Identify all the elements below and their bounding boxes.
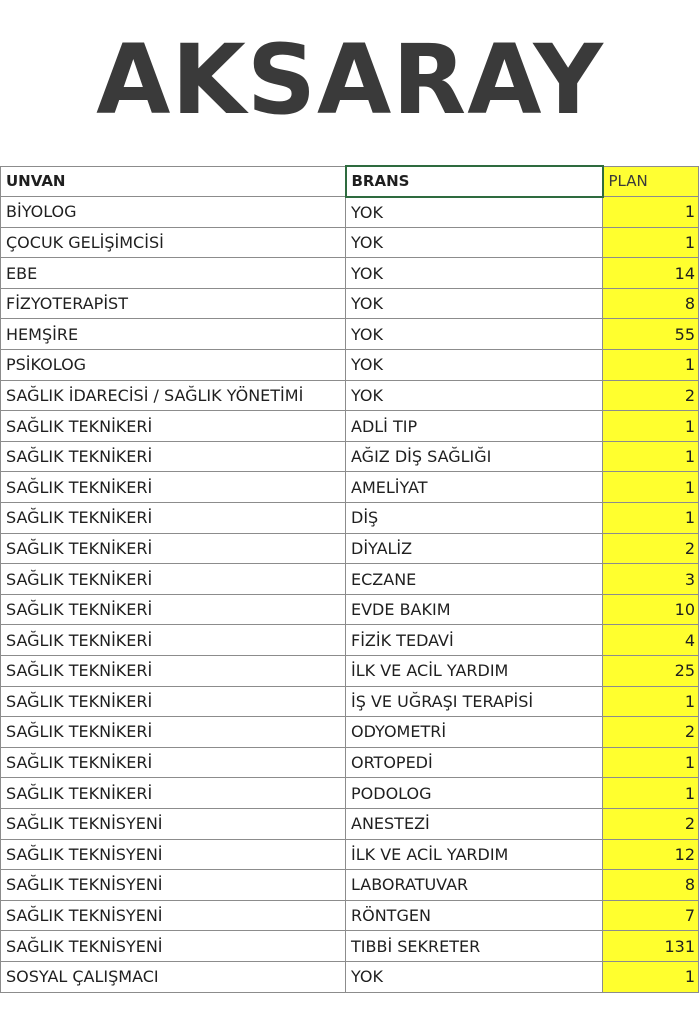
brans-cell: ODYOMETRİ <box>346 717 603 748</box>
plan-cell: 1 <box>603 747 699 778</box>
table-row <box>1 839 699 870</box>
plan-cell: 1 <box>603 686 699 717</box>
table-row <box>1 870 699 901</box>
plan-cell: 2 <box>603 380 699 411</box>
table-row <box>1 961 699 992</box>
plan-cell: 4 <box>603 625 699 656</box>
brans-header: BRANS <box>346 166 603 197</box>
unvan-cell: SAĞLIK TEKNİSYENİ <box>1 931 346 962</box>
table-row <box>1 778 699 809</box>
table-row <box>1 350 699 381</box>
brans-cell: AĞIZ DİŞ SAĞLIĞI <box>346 441 603 472</box>
table-row <box>1 472 699 503</box>
table-row <box>1 594 699 625</box>
unvan-cell: ÇOCUK GELİŞİMCİSİ <box>1 227 346 258</box>
brans-cell: YOK <box>346 961 603 992</box>
table-row <box>1 533 699 564</box>
brans-cell: EVDE BAKIM <box>346 594 603 625</box>
brans-cell: PODOLOG <box>346 778 603 809</box>
brans-cell: YOK <box>346 227 603 258</box>
plan-cell: 1 <box>603 778 699 809</box>
unvan-cell: HEMŞİRE <box>1 319 346 350</box>
position-table <box>0 165 699 993</box>
table-row <box>1 656 699 687</box>
brans-cell: RÖNTGEN <box>346 900 603 931</box>
brans-cell: İLK VE ACİL YARDIM <box>346 656 603 687</box>
table-row <box>1 258 699 289</box>
header-row <box>1 166 699 197</box>
brans-cell: AMELİYAT <box>346 472 603 503</box>
unvan-cell: SAĞLIK TEKNİKERİ <box>1 594 346 625</box>
plan-cell: 7 <box>603 900 699 931</box>
unvan-cell: SAĞLIK TEKNİKERİ <box>1 747 346 778</box>
table-row <box>1 686 699 717</box>
unvan-cell: SAĞLIK TEKNİKERİ <box>1 441 346 472</box>
table-row <box>1 411 699 442</box>
unvan-cell: SAĞLIK TEKNİKERİ <box>1 503 346 534</box>
unvan-cell: BİYOLOG <box>1 197 346 228</box>
unvan-cell: EBE <box>1 258 346 289</box>
table-row <box>1 747 699 778</box>
table-row <box>1 900 699 931</box>
plan-cell: 12 <box>603 839 699 870</box>
brans-cell: ECZANE <box>346 564 603 595</box>
plan-cell: 1 <box>603 411 699 442</box>
table-row <box>1 197 699 228</box>
brans-cell: ORTOPEDİ <box>346 747 603 778</box>
table-row <box>1 227 699 258</box>
plan-header: PLAN <box>603 166 699 197</box>
brans-cell: YOK <box>346 319 603 350</box>
plan-cell: 2 <box>603 533 699 564</box>
unvan-cell: SAĞLIK TEKNİSYENİ <box>1 808 346 839</box>
brans-cell: FİZİK TEDAVİ <box>346 625 603 656</box>
table-row <box>1 441 699 472</box>
plan-cell: 3 <box>603 564 699 595</box>
plan-cell: 1 <box>603 197 699 228</box>
brans-cell: İLK VE ACİL YARDIM <box>346 839 603 870</box>
brans-cell: YOK <box>346 350 603 381</box>
plan-cell: 25 <box>603 656 699 687</box>
brans-cell: TIBBİ SEKRETER <box>346 931 603 962</box>
plan-cell: 131 <box>603 931 699 962</box>
brans-cell: YOK <box>346 380 603 411</box>
table-row <box>1 319 699 350</box>
table-row <box>1 503 699 534</box>
unvan-cell: SAĞLIK TEKNİKERİ <box>1 656 346 687</box>
brans-cell: ADLİ TIP <box>346 411 603 442</box>
unvan-cell: SAĞLIK TEKNİSYENİ <box>1 870 346 901</box>
plan-cell: 10 <box>603 594 699 625</box>
plan-cell: 14 <box>603 258 699 289</box>
plan-cell: 1 <box>603 227 699 258</box>
unvan-cell: SAĞLIK TEKNİSYENİ <box>1 839 346 870</box>
brans-cell: LABORATUVAR <box>346 870 603 901</box>
unvan-cell: PSİKOLOG <box>1 350 346 381</box>
table-row <box>1 931 699 962</box>
unvan-cell: FİZYOTERAPİST <box>1 288 346 319</box>
unvan-cell: SAĞLIK TEKNİKERİ <box>1 533 346 564</box>
unvan-cell: SAĞLIK TEKNİKERİ <box>1 717 346 748</box>
plan-cell: 1 <box>603 350 699 381</box>
plan-cell: 2 <box>603 808 699 839</box>
table-row <box>1 380 699 411</box>
unvan-cell: SOSYAL ÇALIŞMACI <box>1 961 346 992</box>
table-row <box>1 808 699 839</box>
unvan-cell: SAĞLIK TEKNİKERİ <box>1 411 346 442</box>
unvan-cell: SAĞLIK TEKNİKERİ <box>1 778 346 809</box>
brans-cell: ANESTEZİ <box>346 808 603 839</box>
brans-cell: İŞ VE UĞRAŞI TERAPİSİ <box>346 686 603 717</box>
plan-cell: 55 <box>603 319 699 350</box>
brans-cell: YOK <box>346 288 603 319</box>
brans-cell: YOK <box>346 258 603 289</box>
unvan-cell: SAĞLIK TEKNİKERİ <box>1 564 346 595</box>
brans-cell: YOK <box>346 197 603 228</box>
table-row <box>1 288 699 319</box>
unvan-cell: SAĞLIK TEKNİKERİ <box>1 472 346 503</box>
brans-cell: DİYALİZ <box>346 533 603 564</box>
brans-cell: DİŞ <box>346 503 603 534</box>
plan-cell: 1 <box>603 441 699 472</box>
plan-cell: 1 <box>603 472 699 503</box>
unvan-header: UNVAN <box>1 166 346 197</box>
table-row <box>1 625 699 656</box>
unvan-cell: SAĞLIK TEKNİKERİ <box>1 686 346 717</box>
unvan-cell: SAĞLIK TEKNİKERİ <box>1 625 346 656</box>
plan-cell: 1 <box>603 961 699 992</box>
table-row <box>1 564 699 595</box>
unvan-cell: SAĞLIK İDARECİSİ / SAĞLIK YÖNETİMİ <box>1 380 346 411</box>
plan-cell: 8 <box>603 870 699 901</box>
plan-cell: 2 <box>603 717 699 748</box>
plan-cell: 1 <box>603 503 699 534</box>
page-title: AKSARAY <box>96 24 604 136</box>
table-row <box>1 717 699 748</box>
plan-cell: 8 <box>603 288 699 319</box>
unvan-cell: SAĞLIK TEKNİSYENİ <box>1 900 346 931</box>
